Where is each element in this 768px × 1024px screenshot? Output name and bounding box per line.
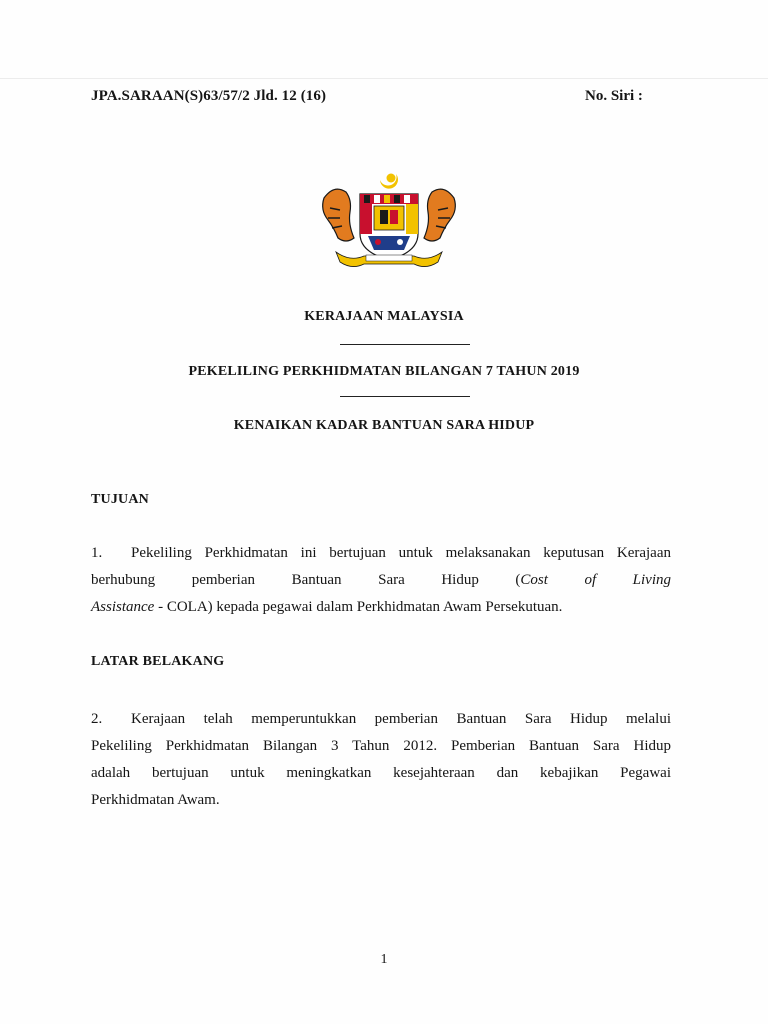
paragraph-number: 2.: [91, 711, 103, 727]
title-divider-1: [340, 344, 470, 345]
section-heading-latar-belakang: LATAR BELAKANG: [91, 654, 225, 669]
government-title: KERAJAAN MALAYSIA: [304, 309, 464, 324]
page-number: 1: [380, 952, 388, 967]
paragraph-number: 1.: [91, 545, 103, 561]
paragraph-2-line-2: Pekeliling Perkhidmatan Bilangan 3 Tahun 2012. Pemberian Bantuan Sara Hidup: [91, 738, 671, 754]
coat-of-arms-icon: [318, 168, 460, 278]
section-heading-tujuan: TUJUAN: [91, 492, 149, 507]
paragraph-2-line-4: Perkhidmatan Awam.: [91, 792, 220, 808]
paragraph-1-line-2: berhubung pemberian Bantuan Sara Hidup (Cost of Living: [91, 572, 671, 588]
circular-title: PEKELILING PERKHIDMATAN BILANGAN 7 TAHUN 2019: [188, 364, 580, 379]
scan-edge-line: [0, 78, 768, 79]
paragraph-1-line-3: Assistance - COLA) kepada pegawai dalam Perkhidmatan Awam Persekutuan.: [91, 599, 563, 615]
serial-number-label: No. Siri :: [585, 88, 643, 104]
subject-title: KENAIKAN KADAR BANTUAN SARA HIDUP: [233, 418, 535, 433]
tiger-left-icon: [323, 189, 354, 241]
paragraph-2: [91, 706, 671, 814]
paragraph-1: [91, 540, 671, 621]
star-icon: [387, 174, 396, 183]
paragraph-2-line-1: 2. Kerajaan telah memperuntukkan pemberian Bantuan Sara Hidup melalui: [91, 706, 671, 733]
paragraph-1-line-1: 1. Pekeliling Perkhidmatan ini bertujuan untuk melaksanakan keputusan Kerajaan: [91, 540, 671, 567]
reference-number: JPA.SARAAN(S)63/57/2 Jld. 12 (16): [91, 88, 327, 104]
paragraph-2-line-3: adalah bertujuan untuk meningkatkan kesejahteraan dan kebajikan Pegawai: [91, 765, 671, 781]
title-divider-2: [340, 396, 470, 397]
tiger-right-icon: [424, 189, 455, 241]
